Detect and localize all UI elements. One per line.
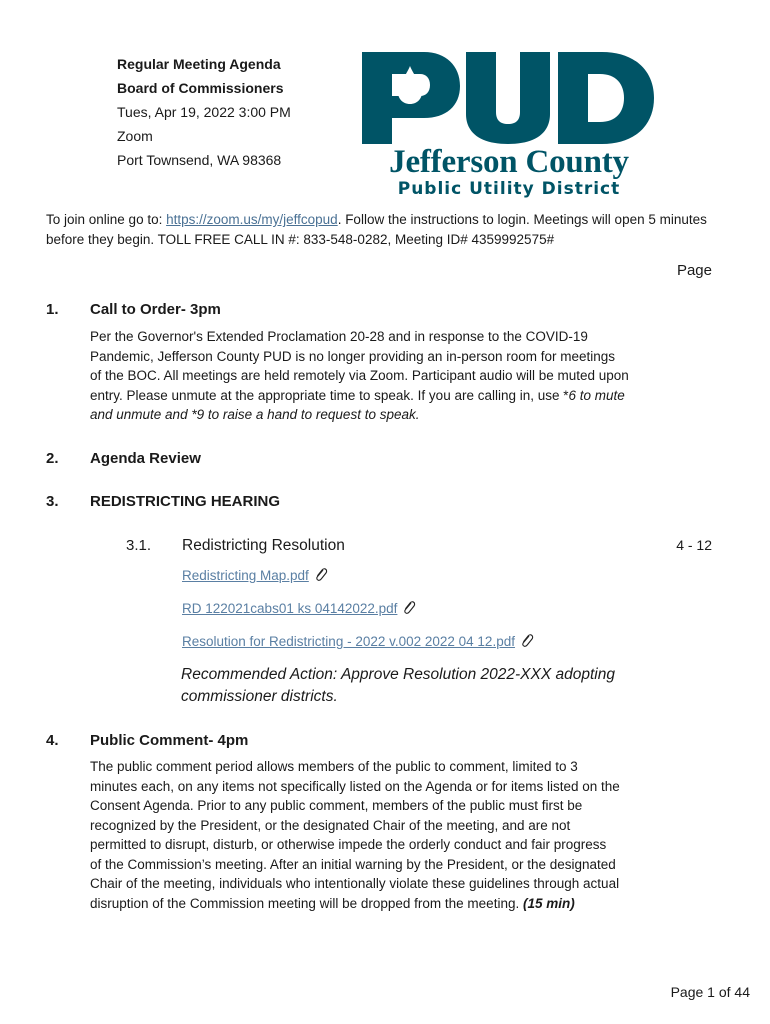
attachment-2-link[interactable]: RD 122021cabs01 ks 04142022.pdf xyxy=(182,600,398,616)
page-number: Page 1 of 44 xyxy=(670,984,750,1000)
recommended-action: Recommended Action: Approve Resolution 2022-XXX adopting commissioner districts. xyxy=(181,666,615,705)
item-1-body-italic: 6 to mute and unmute and *9 to raise a hand to request to speak. xyxy=(90,387,625,422)
join-suffix: . Follow the instructions to login. Meetings will open 5 minutes before they begin. TOLL FREE CALL IN #: 833-548-0282, Meeting ID# 4359992575# xyxy=(46,212,707,247)
logo-district-name: Public Utility District xyxy=(397,179,621,199)
join-prefix: To join online go to: xyxy=(46,212,167,227)
item-2-number: 2. xyxy=(46,450,59,467)
item-4-title: Public Comment- 4pm xyxy=(90,732,249,749)
board-name: Board of Commissioners xyxy=(117,80,284,96)
attachment-3-link[interactable]: Resolution for Redistricting - 2022 v.002 2022 04 12.pdf xyxy=(182,633,515,649)
subitem-3-1-pages: 4 - 12 xyxy=(676,537,712,553)
attachment-1-link[interactable]: Redistricting Map.pdf xyxy=(182,567,309,583)
item-3-title: REDISTRICTING HEARING xyxy=(90,493,281,510)
item-1-body xyxy=(90,327,630,425)
item-1-body-text: Per the Governor's Extended Proclamation 20-28 and in response to the COVID-19 Pandemic, Jefferson County PUD is no longer providing an in-person room for meetings of the BOC. All meetings are held remotely via Zoom. Participant audio will be muted upon entry. Please unmute at the appropriate time to speak. If you are calling in, use * xyxy=(90,329,629,403)
attachment-2[interactable] xyxy=(182,600,416,616)
subitem-3-1-number: 3.1. xyxy=(126,537,152,554)
item-1-number: 1. xyxy=(46,301,59,318)
subitem-3-1-title: Redistricting Resolution xyxy=(182,537,345,554)
paperclip-icon xyxy=(314,567,328,583)
lightbulb-icon xyxy=(591,79,617,120)
pud-logo xyxy=(362,52,654,144)
meeting-location: Port Townsend, WA 98368 xyxy=(117,152,282,168)
item-2-title: Agenda Review xyxy=(90,450,201,467)
meeting-venue: Zoom xyxy=(117,128,153,144)
item-3-number: 3. xyxy=(46,493,59,510)
item-4-duration: (15 min) xyxy=(522,895,575,911)
item-4-body-text: The public comment period allows members of the public to comment, limited to 3 minutes each, on any items not specifically listed on the Agenda or for items listed on the Consent Agenda. Prior to any public comment, members of the public must first be recognized by the President, or the designated Chair of the meeting, and are not permitted to disrupt, disturb, or otherwise impede the orderly conduct and fair progress of the Commission’s meeting. After an initial warning by the President, or the designated Chair of the meeting, individuals who intentionally violate these guidelines through actual disruption of the Commission meeting will be dropped from the meeting. xyxy=(90,759,620,911)
join-instructions xyxy=(46,210,726,250)
paperclip-icon xyxy=(402,600,416,616)
attachment-3[interactable] xyxy=(182,633,534,649)
page-column-header: Page xyxy=(676,262,712,279)
item-4-body xyxy=(90,757,620,913)
attachment-1[interactable] xyxy=(182,567,328,583)
logo-letter-u xyxy=(466,52,550,144)
meeting-type: Regular Meeting Agenda xyxy=(117,56,281,72)
meeting-datetime: Tues, Apr 19, 2022 3:00 PM xyxy=(117,104,291,120)
paperclip-icon xyxy=(520,633,534,649)
logo-county-name: Jefferson County xyxy=(389,144,629,180)
zoom-link[interactable]: https://zoom.us/my/jeffcopud xyxy=(166,212,338,227)
item-4-number: 4. xyxy=(46,732,59,749)
item-1-title: Call to Order- 3pm xyxy=(90,301,221,318)
